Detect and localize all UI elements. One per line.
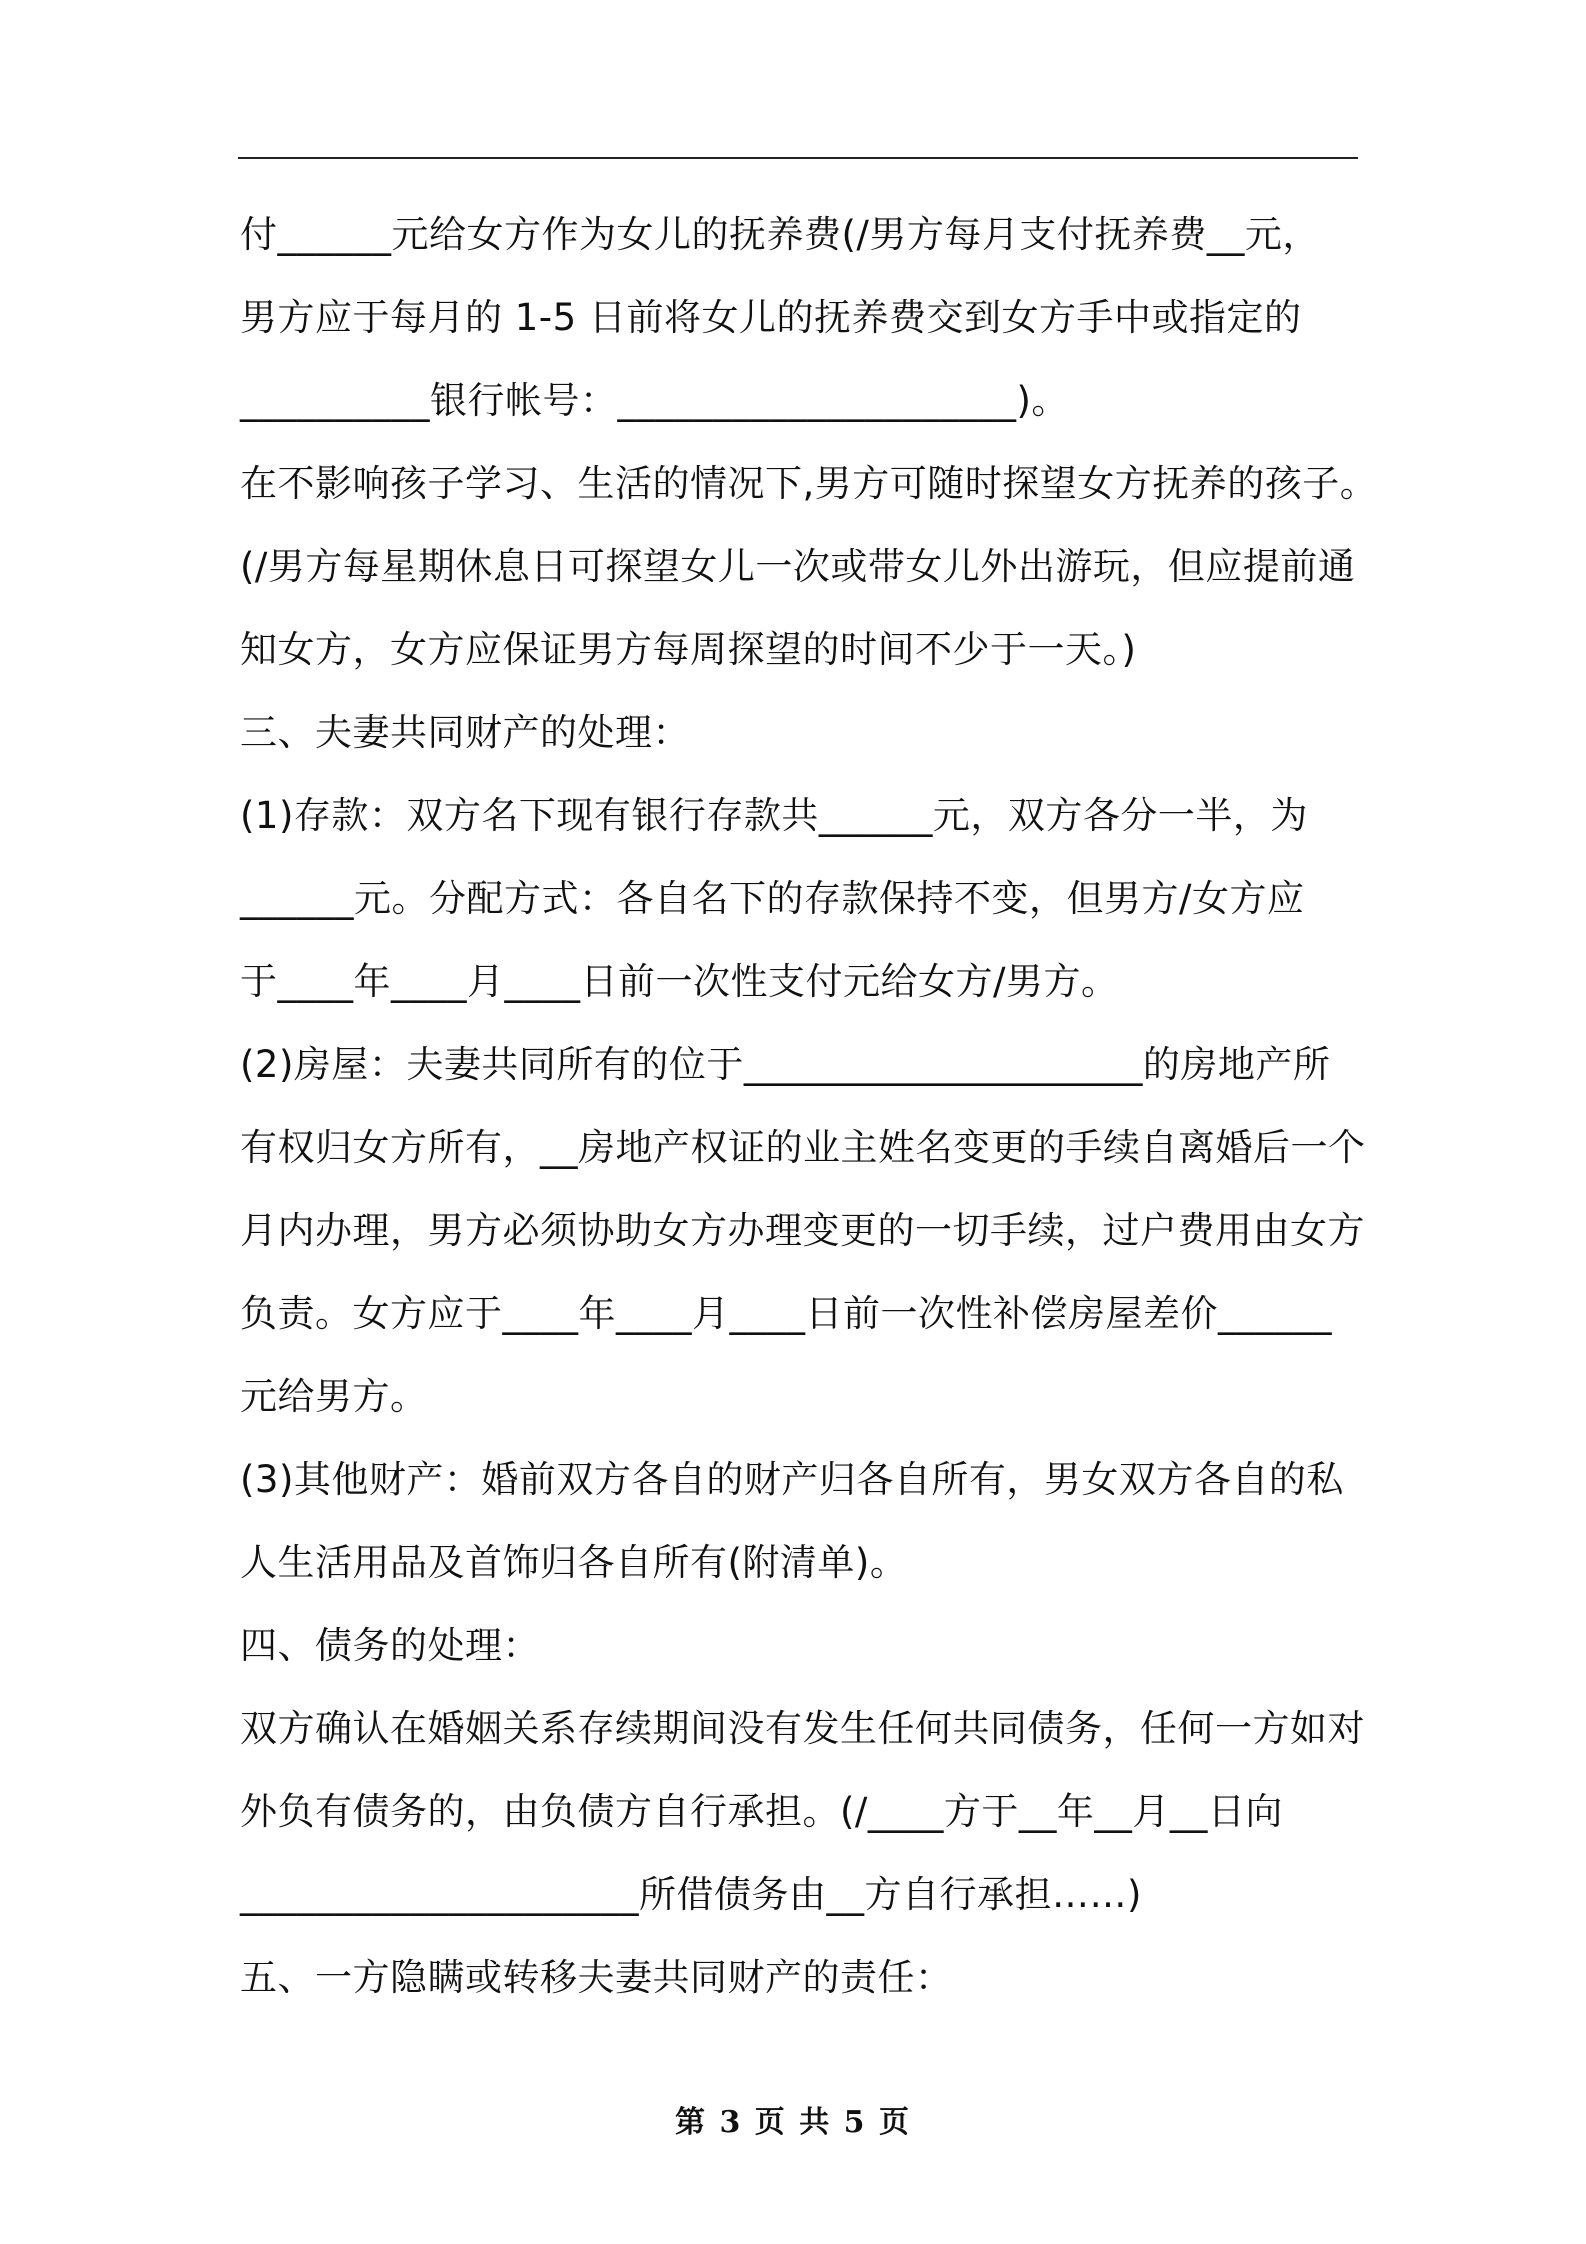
body-line-13: 月内办理，男方必须协助女方办理变更的一切手续，过户费用由女方 [240,1209,1365,1252]
body-line-17: 人生活用品及首饰归各自所有(附清单)。 [240,1541,908,1584]
body-line-16: (3)其他财产：婚前双方各自的财产归各自所有，男女双方各自的私 [240,1458,1344,1501]
document-body [240,193,1378,2019]
body-line-20: 外负有债务的，由负债方自行承担。(/____方于__年__月__日向 [240,1790,1283,1833]
body-line-9: ______元。分配方式：各自名下的存款保持不变，但男方/女方应 [240,877,1305,920]
body-line-4: 在不影响孩子学习、生活的情况下,男方可随时探望女方抚养的孩子。 [240,462,1378,505]
page-number-footer: 第 3 页 共 5 页 [675,2105,911,2140]
body-line-3: __________银行帐号：_____________________)。 [240,379,1069,422]
body-line-19: 双方确认在婚姻关系存续期间没有发生任何共同债务，任何一方如对 [240,1707,1365,1750]
body-line-15: 元给男方。 [240,1375,428,1418]
section-heading-5: 五、一方隐瞒或转移夫妻共同财产的责任： [240,1956,953,1999]
body-line-8: (1)存款：双方名下现有银行存款共______元，双方各分一半，为 [240,794,1308,837]
section-heading-4: 四、债务的处理： [240,1624,540,1667]
body-line-14: 负责。女方应于____年____月____日前一次性补偿房屋差价______ [240,1292,1332,1335]
body-line-5: (/男方每星期休息日可探望女儿一次或带女儿外出游玩，但应提前通 [240,545,1356,588]
header-rule [238,157,1358,159]
body-line-2: 男方应于每月的 1-5 日前将女儿的抚养费交到女方手中或指定的 [240,296,1302,339]
body-line-10: 于____年____月____日前一次性支付元给女方/男方。 [240,960,1119,1003]
section-heading-3: 三、夫妻共同财产的处理： [240,711,690,754]
body-line-21: _____________________所借债务由__方自行承担……) [240,1873,1142,1916]
body-line-6: 知女方，女方应保证男方每周探望的时间不少于一天。) [240,628,1137,671]
body-line-12: 有权归女方所有，__房地产权证的业主姓名变更的手续自离婚后一个 [240,1126,1366,1169]
body-line-11: (2)房屋：夫妻共同所有的位于_____________________的房地产所 [240,1043,1331,1086]
body-line-1: 付______元给女方作为女儿的抚养费(/男方每月支付抚养费__元， [240,213,1320,256]
